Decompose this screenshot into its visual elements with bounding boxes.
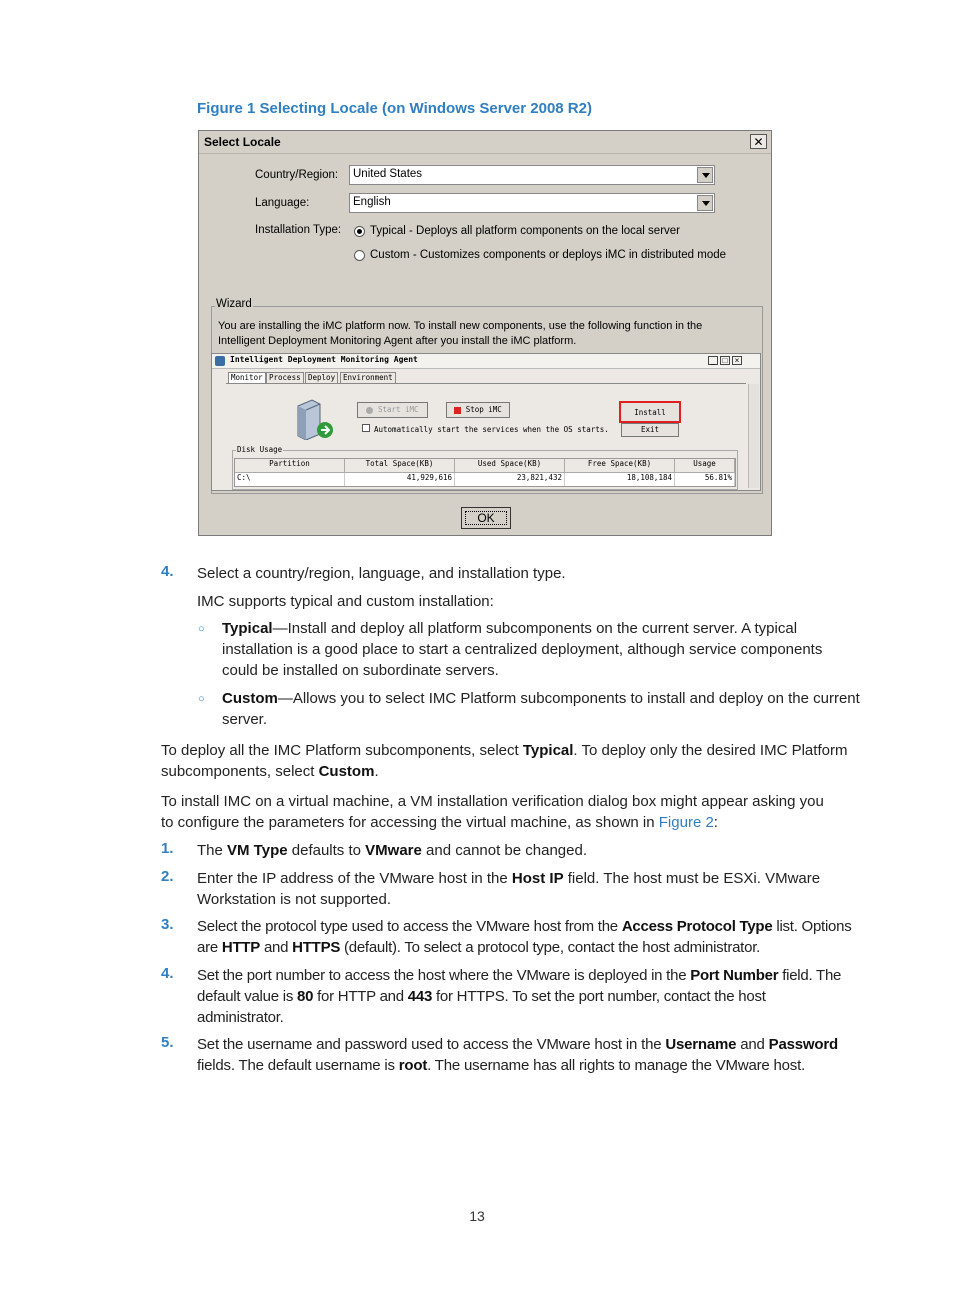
text: . xyxy=(374,763,379,780)
dialog-title: Select Locale xyxy=(204,135,281,149)
custom-radio[interactable] xyxy=(354,250,365,261)
stop-imc-label: Stop iMC xyxy=(465,405,502,414)
agent-scrollbar[interactable] xyxy=(748,384,759,488)
term: HTTP xyxy=(221,939,261,956)
paragraph-deploy xyxy=(161,740,847,782)
wizard-text: You are installing the iMC platform now. To install new components, use the following function in the Intelligent Deployment Monitoring Agent after you install the iMC platform. xyxy=(218,320,703,347)
text: and cannot be changed. xyxy=(421,842,587,859)
text: To deploy all the IMC Platform subcomponents, select xyxy=(161,742,523,759)
col-free: Free Space(KB) xyxy=(565,459,675,473)
text: defaults to xyxy=(287,842,366,859)
install-button[interactable]: Install xyxy=(619,401,681,423)
text: subcomponents, select xyxy=(161,763,319,780)
select-locale-dialog xyxy=(198,130,772,536)
step-number: 5. xyxy=(161,1034,174,1051)
disk-usage-label: Disk Usage xyxy=(237,445,283,454)
ok-label: OK xyxy=(465,511,507,525)
table-cell: 56.81% xyxy=(675,473,735,486)
custom-option-label: Custom - Customizes components or deploys iMC in distributed mode xyxy=(370,249,727,261)
agent-app-icon xyxy=(215,356,225,366)
chevron-down-icon[interactable] xyxy=(697,195,713,211)
step-number: 4. xyxy=(161,563,174,580)
minimize-icon[interactable]: _ xyxy=(708,356,718,365)
agent-titlebar xyxy=(212,354,760,369)
text: . The username has all rights to manage the VMware host. xyxy=(427,1057,806,1074)
term-custom: Custom xyxy=(318,763,375,780)
tab-process[interactable]: Process xyxy=(266,372,304,384)
term: 80 xyxy=(296,988,314,1005)
start-imc-label: Start iMC xyxy=(377,405,419,414)
text: for HTTP and xyxy=(313,988,408,1005)
wizard-legend: Wizard xyxy=(216,298,252,310)
country-select[interactable] xyxy=(349,165,715,185)
text: : xyxy=(713,814,718,831)
typical-option-label: Typical - Deploys all platform components on the local server xyxy=(370,225,681,237)
paragraph-vm xyxy=(161,791,824,833)
text: list. Options xyxy=(772,918,852,935)
text: field. The xyxy=(778,967,842,984)
table-cell: 18,108,184 xyxy=(565,473,675,486)
table-cell: 23,821,432 xyxy=(455,473,565,486)
step-2-text xyxy=(197,868,820,910)
text: administrator. xyxy=(197,1009,284,1026)
text: to configure the parameters for accessing the virtual machine, as shown in xyxy=(161,814,659,831)
text: The xyxy=(197,842,228,859)
text: and xyxy=(736,1036,769,1053)
language-label: Language: xyxy=(255,197,310,209)
stop-imc-button[interactable] xyxy=(446,402,510,418)
agent-title: Intelligent Deployment Monitoring Agent xyxy=(230,355,418,364)
bullet-typical xyxy=(222,618,822,681)
text: Enter the IP address of the VMware host in the xyxy=(197,870,512,887)
figure-2-link[interactable]: Figure 2 xyxy=(658,814,714,831)
bullet-circle-icon: ○ xyxy=(198,623,205,635)
term-typical: Typical xyxy=(222,620,273,637)
bullet-text: installation is a good place to start a centralized deployment, although service components xyxy=(222,641,823,658)
term: VMware xyxy=(365,842,422,859)
step-5-text xyxy=(197,1034,838,1076)
table-cell: C:\ xyxy=(235,473,345,486)
term: VM Type xyxy=(227,842,288,859)
tab-deploy[interactable]: Deploy xyxy=(305,372,338,384)
text: Set the port number to access the host where the VMware is deployed in the xyxy=(197,967,691,984)
col-partition: Partition xyxy=(235,459,345,473)
text: default value is xyxy=(197,988,297,1005)
term: Username xyxy=(665,1036,737,1053)
step-number: 2. xyxy=(161,868,174,885)
text: Workstation is not supported. xyxy=(197,891,391,908)
agent-window xyxy=(211,353,761,491)
table-cell: 41,929,616 xyxy=(345,473,455,486)
server-icon xyxy=(294,398,334,440)
typical-radio[interactable] xyxy=(354,226,365,237)
close-icon[interactable]: × xyxy=(732,356,742,365)
auto-start-label: Automatically start the services when the OS starts. xyxy=(374,425,609,434)
figure-caption: Figure 1 Selecting Locale (on Windows Server 2008 R2) xyxy=(197,100,592,117)
maximize-icon[interactable]: □ xyxy=(720,356,730,365)
step-1-text xyxy=(197,840,587,861)
col-usage: Usage xyxy=(675,459,735,473)
col-used: Used Space(KB) xyxy=(455,459,565,473)
text: fields. The default username is xyxy=(197,1057,399,1074)
text: field. The host must be ESXi. VMware xyxy=(563,870,821,887)
bullet-circle-icon: ○ xyxy=(198,693,205,705)
bullet-text: could be installed on subordinate servers. xyxy=(222,662,499,679)
text: (default). To select a protocol type, contact the host administrator. xyxy=(340,939,761,956)
term: Access Protocol Type xyxy=(621,918,773,935)
term: Port Number xyxy=(690,967,779,984)
text: for HTTPS. To set the port number, contact the host xyxy=(432,988,766,1005)
exit-button[interactable]: Exit xyxy=(621,423,679,437)
step-4-text xyxy=(197,965,841,1028)
col-total: Total Space(KB) xyxy=(345,459,455,473)
tab-environment[interactable]: Environment xyxy=(340,372,396,384)
text: Set the username and password used to access the VMware host in the xyxy=(197,1036,666,1053)
text: and xyxy=(260,939,293,956)
term-custom: Custom xyxy=(222,690,278,707)
auto-start-checkbox[interactable] xyxy=(362,424,370,432)
text: Select the protocol type used to access the VMware host from the xyxy=(197,918,622,935)
bullet-text: —Install and deploy all platform subcomponents on the current server. A typical xyxy=(272,620,798,637)
term-typical: Typical xyxy=(522,742,574,759)
language-select[interactable] xyxy=(349,193,715,213)
term: Password xyxy=(768,1036,838,1053)
step-number: 1. xyxy=(161,840,174,857)
step-number: 3. xyxy=(161,916,174,933)
language-value: English xyxy=(353,196,391,208)
step-3-text xyxy=(197,916,851,958)
tab-divider xyxy=(226,383,746,384)
tab-monitor[interactable]: Monitor xyxy=(228,372,266,384)
step-number: 4. xyxy=(161,965,174,982)
term: 443 xyxy=(407,988,433,1005)
term: Host IP xyxy=(511,870,564,887)
bullet-text: —Allows you to select IMC Platform subcomponents to install and deploy on the current xyxy=(277,690,860,707)
bullet-custom xyxy=(222,688,860,730)
start-imc-button[interactable] xyxy=(357,402,428,418)
chevron-down-icon[interactable] xyxy=(697,167,713,183)
country-label: Country/Region: xyxy=(255,169,339,181)
ok-button[interactable] xyxy=(461,507,511,529)
page-number: 13 xyxy=(469,1208,485,1224)
install-type-label: Installation Type: xyxy=(255,224,342,236)
term: HTTPS xyxy=(292,939,341,956)
close-icon[interactable]: ✕ xyxy=(750,134,767,149)
bullet-text: server. xyxy=(222,711,268,728)
text: . To deploy only the desired IMC Platform xyxy=(573,742,848,759)
intro-text: IMC supports typical and custom installation: xyxy=(197,593,494,610)
step-text: Select a country/region, language, and installation type. xyxy=(197,565,566,582)
term: root xyxy=(398,1057,428,1074)
disk-usage-table xyxy=(234,458,736,487)
dialog-titlebar xyxy=(199,131,771,154)
text: are xyxy=(197,939,222,956)
country-value: United States xyxy=(353,168,423,180)
text: To install IMC on a virtual machine, a VM installation verification dialog box might appear asking you xyxy=(161,793,824,810)
